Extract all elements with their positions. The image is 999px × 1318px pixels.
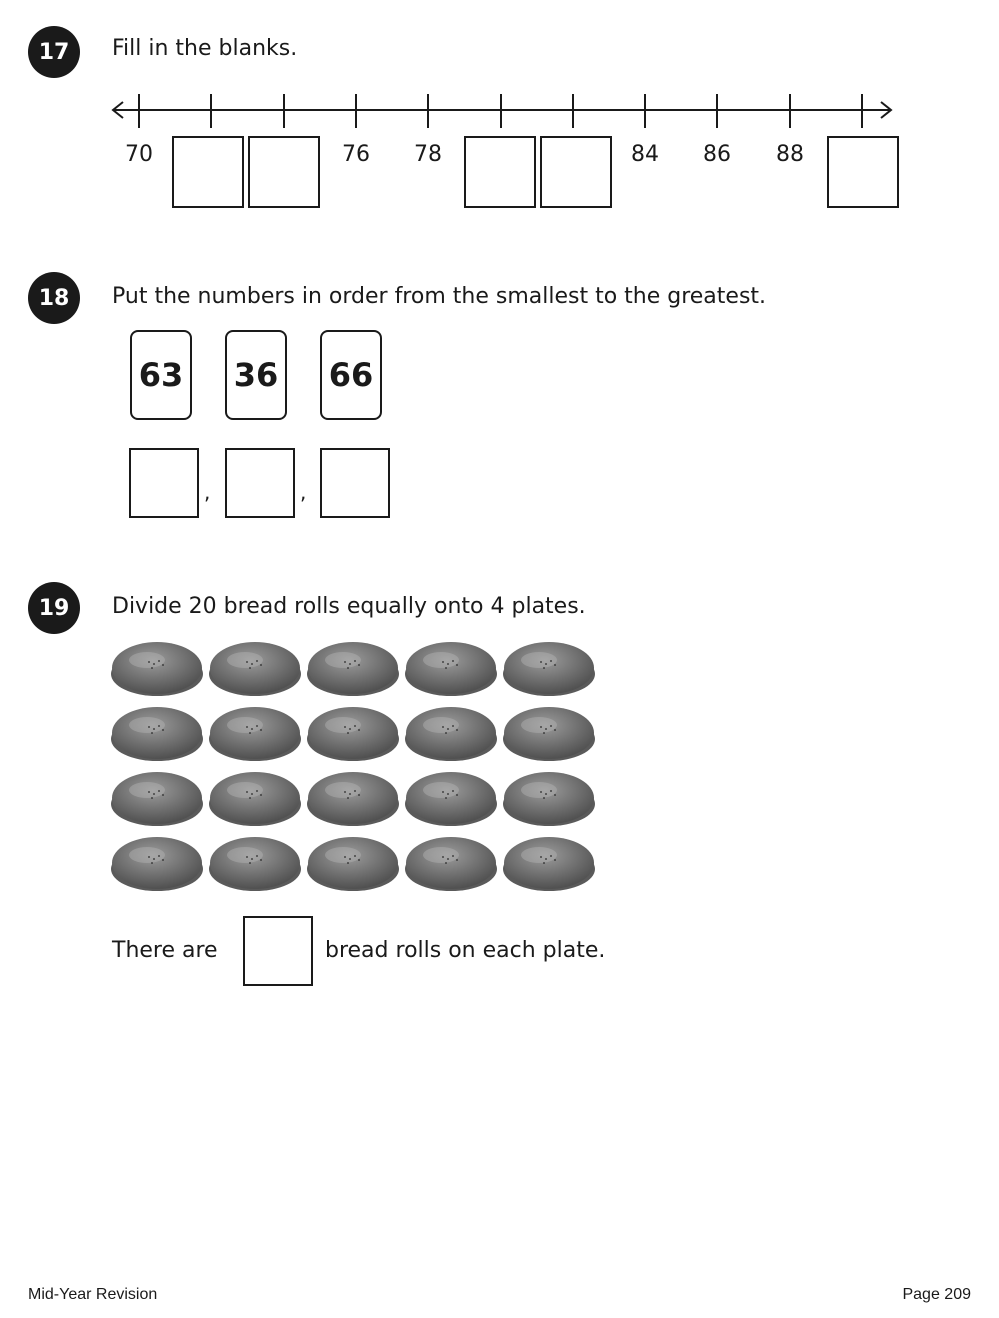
comma: , (300, 480, 307, 504)
answer-box-80[interactable] (464, 136, 536, 208)
bread-roll-icon (503, 642, 595, 696)
bread-roll-icon (307, 707, 399, 761)
comma: , (204, 480, 211, 504)
bread-roll-icon (405, 642, 497, 696)
bread-roll-icon (111, 837, 203, 891)
number-line-label: 70 (125, 142, 153, 167)
bread-rolls-grid (105, 636, 605, 896)
bread-roll-icon (307, 642, 399, 696)
bread-roll-icon (405, 707, 497, 761)
answer-box-74[interactable] (248, 136, 320, 208)
bread-roll-icon (405, 772, 497, 826)
bread-roll-icon (307, 837, 399, 891)
answer-box-90[interactable] (827, 136, 899, 208)
order-box-3[interactable] (320, 448, 390, 518)
number-line-label: 86 (703, 142, 731, 167)
number-card: 66 (320, 330, 382, 420)
q18-instruction: Put the numbers in order from the smallest to the greatest. (112, 284, 767, 309)
order-box-2[interactable] (225, 448, 295, 518)
number-card: 63 (130, 330, 192, 420)
bread-roll-icon (405, 837, 497, 891)
bread-roll-icon (111, 642, 203, 696)
order-box-1[interactable] (129, 448, 199, 518)
bread-roll-icon (307, 772, 399, 826)
number-card: 36 (225, 330, 287, 420)
question-number-19: 19 (28, 582, 80, 634)
bread-roll-icon (503, 707, 595, 761)
footer-page-number: Page 209 (902, 1286, 971, 1303)
bread-roll-icon (503, 837, 595, 891)
answer-prefix: There are (112, 938, 218, 963)
number-line-label: 78 (414, 142, 442, 167)
bread-roll-icon (209, 707, 301, 761)
q19-instruction: Divide 20 bread rolls equally onto 4 plates. (112, 594, 586, 619)
bread-roll-icon (209, 837, 301, 891)
answer-box-rolls-per-plate[interactable] (243, 916, 313, 986)
footer-title: Mid-Year Revision (28, 1286, 158, 1303)
answer-box-82[interactable] (540, 136, 612, 208)
bread-roll-icon (111, 707, 203, 761)
bread-roll-icon (503, 772, 595, 826)
number-line-label: 88 (776, 142, 804, 167)
bread-roll-icon (209, 772, 301, 826)
number-line-label: 84 (631, 142, 659, 167)
question-number-17: 17 (28, 26, 80, 78)
question-number-18: 18 (28, 272, 80, 324)
bread-roll-icon (111, 772, 203, 826)
answer-suffix: bread rolls on each plate. (325, 938, 606, 963)
answer-box-72[interactable] (172, 136, 244, 208)
q17-instruction: Fill in the blanks. (112, 36, 298, 61)
number-line-label: 76 (342, 142, 370, 167)
bread-roll-icon (209, 642, 301, 696)
